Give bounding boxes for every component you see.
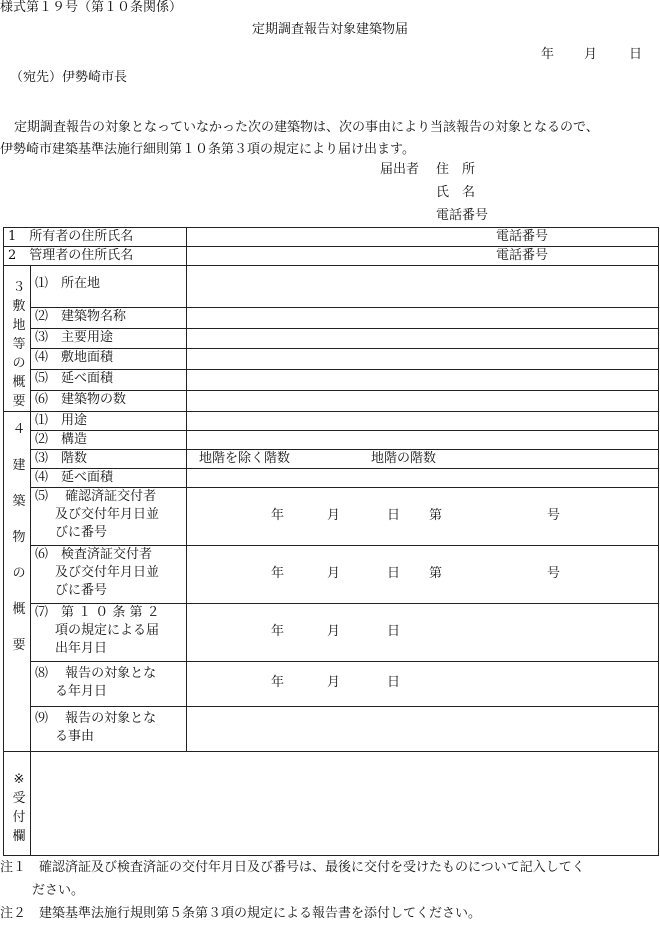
heading-char: 要 [12,394,26,409]
heading-char: 等 [12,337,26,352]
date-month: 月 [584,47,598,62]
heading-char: ※ [13,772,25,787]
report-target-reason-label [31,707,187,752]
structure-label: ⑵ 構造 [31,431,187,450]
heading-char: の [12,566,26,581]
notification-date-field[interactable] [187,604,659,662]
section3-heading [4,266,31,412]
report-target-date-field[interactable] [187,662,659,707]
confirmation-certificate-label [31,488,187,546]
manager-label: 2 管理者の住所氏名 [4,247,187,266]
label-line: ⑸ 確認済証交付者 [35,489,157,504]
label-line: 及び交付年月日並 [55,507,160,522]
heading-char: 受 [12,791,26,806]
reception-field[interactable] [31,752,659,856]
form-table [3,227,659,856]
note-2: 注２ 建築基準法施行規則第５条第３項の規定による報告書を添付してください。 [0,906,482,921]
applicant-label: 届出者 [380,162,420,177]
building-count-field[interactable] [187,391,659,412]
note-1: 注１ 確認済証及び検査済証の交付年月日及び番号は、最後に交付を受けたものについて記入してく [0,860,585,875]
applicant-phone-label: 電話番号 [436,208,489,223]
addressee: （宛先）伊勢崎市長 [10,70,128,85]
notification-date-label [31,604,187,662]
applicant-name-label: 氏 名 [436,185,476,200]
label-line: ⑹ 検査済証交付者 [35,547,153,562]
date-year: 年 [541,47,555,62]
building-floor-area-field[interactable] [187,469,659,488]
site-location-label: ⑴ 所在地 [31,266,187,308]
manager-field[interactable] [187,247,659,266]
number-suffix-label: 号 [547,508,561,523]
row-owner [4,228,659,247]
heading-char: ４ [12,422,26,437]
owner-label: 1 所有者の住所氏名 [4,228,187,247]
building-floor-area-label: ⑷ 延べ面積 [31,469,187,488]
heading-char: 概 [12,375,26,390]
heading-char: 地 [12,318,26,333]
site-area-label: ⑷ 敷地面積 [31,349,187,370]
floors-label: ⑶ 階数 [31,450,187,469]
floors-field[interactable] [187,450,659,469]
owner-phone-label: 電話番号 [496,229,549,244]
month-label: 月 [327,566,341,581]
label-line: る年月日 [55,684,108,699]
year-label: 年 [271,624,285,639]
heading-char: 欄 [12,829,26,844]
applicant-address-label: 住 所 [436,162,476,177]
form-number: 様式第１９号（第１０条関係） [0,0,183,15]
site-location-field[interactable] [187,266,659,308]
date-day: 日 [629,47,643,62]
heading-char: の [12,356,26,371]
year-label: 年 [271,508,285,523]
confirmation-certificate-field[interactable] [187,488,659,546]
number-prefix-label: 第 [429,508,443,523]
heading-char: 築 [12,494,26,509]
label-line: 出年月日 [55,641,108,656]
row-manager [4,247,659,266]
declaration-text [0,117,660,161]
heading-char: 建 [12,458,26,473]
declaration-line-2: 伊勢崎市建築基準法施行細則第１０条第３項の規定により届け出ます。 [0,142,415,157]
heading-char: 物 [12,530,26,545]
month-label: 月 [327,508,341,523]
heading-char: 付 [12,810,26,825]
month-label: 月 [327,624,341,639]
day-label: 日 [387,508,401,523]
structure-field[interactable] [187,431,659,450]
use-label: ⑴ 用途 [31,412,187,431]
section4-heading [4,412,31,752]
building-count-label: ⑹ 建築物の数 [31,391,187,412]
heading-char: 要 [12,638,26,653]
heading-char: 敷 [12,299,26,314]
form-title: 定期調査報告対象建築物届 [251,22,408,37]
use-field[interactable] [187,412,659,431]
main-use-field[interactable] [187,328,659,349]
label-line: ⑺ 第 １ ０ 条 第 ２ [35,605,160,620]
report-target-reason-field[interactable] [187,707,659,752]
label-line: 項の規定による届 [55,623,160,638]
year-label: 年 [271,675,285,690]
main-use-label: ⑶ 主要用途 [31,328,187,349]
notes [0,856,660,925]
day-label: 日 [387,566,401,581]
label-line: ⑻ 報告の対象とな [35,666,157,681]
inspection-certificate-label [31,546,187,604]
building-name-field[interactable] [187,307,659,328]
owner-field[interactable] [187,228,659,247]
total-floor-area-label: ⑸ 延べ面積 [31,370,187,391]
total-floor-area-field[interactable] [187,370,659,391]
building-name-label: ⑵ 建築物名称 [31,307,187,328]
day-label: 日 [387,624,401,639]
floors-below-label: 地階の階数 [371,451,437,466]
label-line: る事由 [55,729,95,744]
manager-phone-label: 電話番号 [496,248,549,263]
year-label: 年 [271,566,285,581]
heading-char: 概 [12,602,26,617]
declaration-line-1: 定期調査報告の対象となっていなかった次の建築物は、次の事由により当該報告の対象となるので、 [14,120,599,135]
number-prefix-label: 第 [429,566,443,581]
number-suffix-label: 号 [547,566,561,581]
floors-above-label: 地階を除く階数 [199,451,291,466]
label-line: びに番号 [55,583,108,598]
note-1-continued: ださい。 [32,883,85,898]
site-area-field[interactable] [187,349,659,370]
day-label: 日 [387,675,401,690]
label-line: ⑼ 報告の対象とな [35,711,157,726]
report-target-date-label [31,662,187,707]
reception-heading [4,752,31,856]
heading-char: ３ [12,280,26,295]
inspection-certificate-field[interactable] [187,546,659,604]
label-line: びに番号 [55,525,108,540]
month-label: 月 [327,675,341,690]
label-line: 及び交付年月日並 [55,565,160,580]
